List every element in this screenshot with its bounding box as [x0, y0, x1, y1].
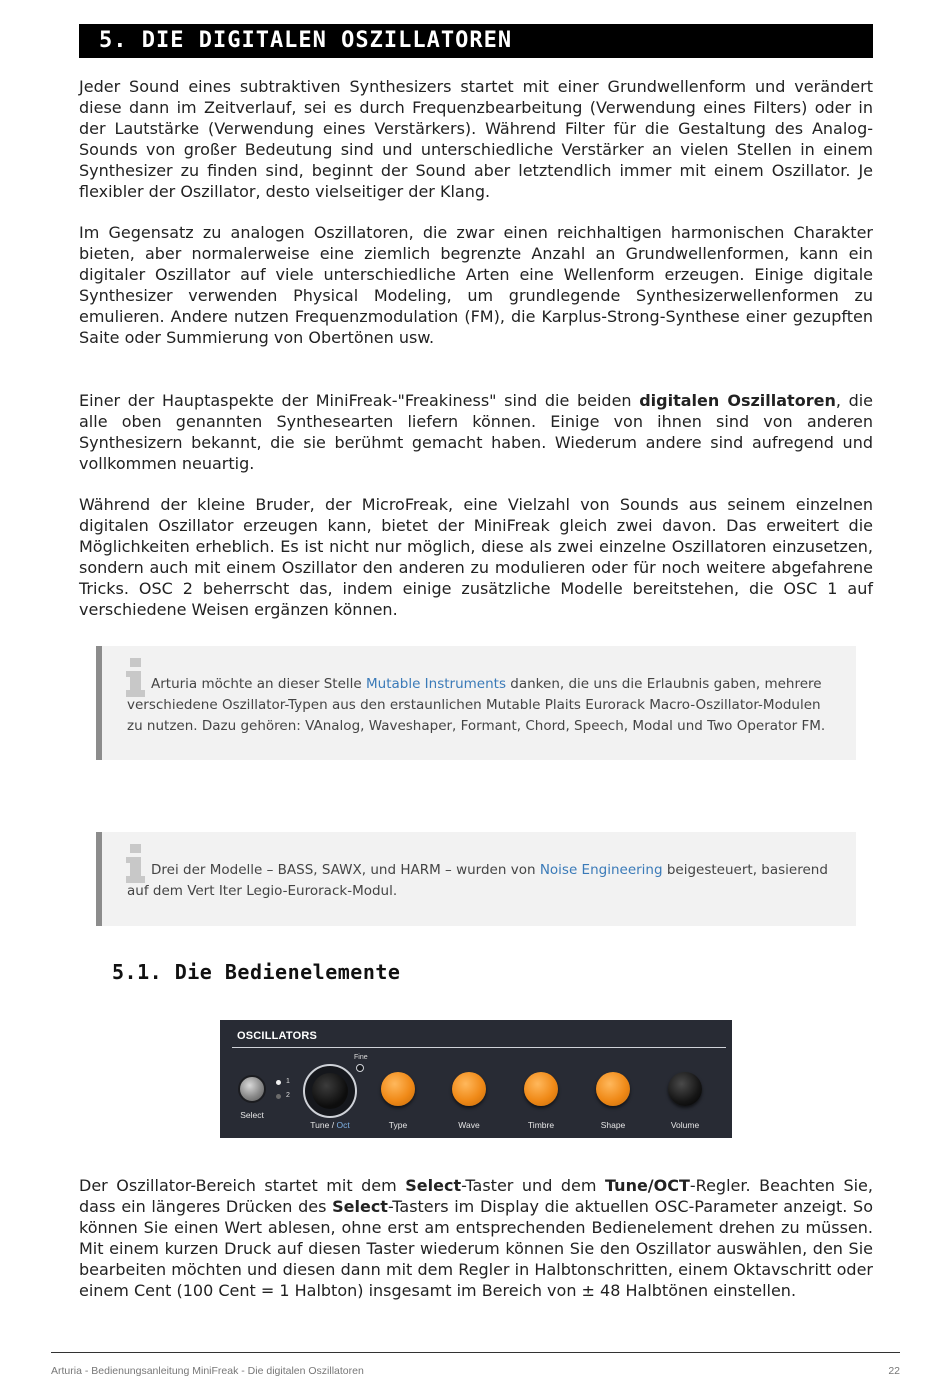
digital-oscillators-bold: digitalen Oszillatoren: [639, 391, 836, 410]
shape-label: Shape: [600, 1120, 626, 1130]
freakiness-text-a: Einer der Hauptaspekte der MiniFreak-"Freakiness" sind die beiden: [79, 391, 640, 410]
note1-text-a: Arturia möchte an dieser Stelle: [151, 676, 366, 692]
oct-text: Oct: [336, 1120, 350, 1130]
noise-engineering-link[interactable]: Noise Engineering: [539, 862, 663, 878]
page-number: 22: [888, 1365, 900, 1377]
info-note-mutable: [96, 646, 856, 760]
microfreak-paragraph: Während der kleine Bruder, der MicroFreak, eine Vielzahl von Sounds aus seinem einzelnen digitalen Oszillator erzeugen kann, bietet der MiniFreak gleich zwei davon. Das erweitert die Möglichkeiten erheblich. Es ist nicht nur möglich, diese als zwei einzelne Oszillatoren einzusetzen, sondern auch mit einem Oszillator den anderen zu modulieren oder für noch weitere abgefahrene Tricks. OSC 2 beherrscht das, indem einige zusätzliche Modelle bereitstehen, die OSC 1 auf verschiedene Weisen ergänzen können.: [79, 495, 873, 619]
select-bold-b: Select: [332, 1197, 388, 1216]
select-bold-a: Select: [405, 1176, 462, 1195]
controls-text-d: -Tasters im Display die aktuellen OSC-Parameter anzeigt. So können Sie einen Wert ablesen, ohne erst am entsprechenden Bedienelement drehen zu müssen. Mit einem kurzen Druck auf diesen Taster wiederum können Sie den Oszillator auswählen, den Sie bearbeiten möchten und diesen dann mit dem Regler in Halbtonschritten, einem Oktavschritt oder einem Cent (100 Cent = 1 Halbton) insgesamt im Bereich von ± 48 Halbtönen einstellen.: [79, 1197, 873, 1300]
timbre-knob: [524, 1072, 558, 1106]
fine-led-icon: [356, 1064, 364, 1072]
timbre-label: Timbre: [527, 1120, 555, 1130]
fine-label: Fine: [354, 1054, 368, 1061]
controls-text-c: -Regler. Beachten Sie, dass ein längeres Drücken des: [79, 1176, 873, 1216]
oscillators-panel-image: [220, 1020, 732, 1138]
footer-divider: [51, 1352, 900, 1353]
note1-text-b: danken, die uns die Erlaubnis gaben, mehrere verschiedene Oszillator-Typen aus den erstaunlichen Mutable Plaits Eurorack Macro-Oszillator-Modulen zu nutzen. Dazu gehören: VAnalog, Waveshaper, Formant, Chord, Speech, Modal und Two Operator FM.: [127, 676, 826, 734]
led-osc2-icon: [276, 1094, 281, 1099]
intro-paragraph: Jeder Sound eines subtraktiven Synthesizers startet mit einer Grundwellenform und verändert diese dann im Zeitverlauf, sei es durch Frequenzbearbeitung (Verwendung eines Filters) oder in der Lautstärke (Verwendung eines Verstärkers). Während Filter für die Gestaltung des Analog-Sounds von großer Bedeutung sind und unterschiedliche Verstärker an vielen Stellen in einem Synthesizer zu finden sind, beginnt der Sound aber letztendlich immer mit einem Oszillator. Je flexibler der Oszillator, desto vielseitiger der Klang.: [79, 77, 873, 201]
controls-text-b: -Taster und dem: [461, 1176, 606, 1195]
analog-vs-digital-paragraph: Im Gegensatz zu analogen Oszillatoren, die zwar einen reichhaltigen harmonischen Charakter bieten, aber normalerweise eine ziemlich begrenzte Anzahl an Grundwellenformen, kann ein digitaler Oszillator auf viele unterschiedliche Arten eine Wellenform erzeugen. Einige digitale Synthesizer verwenden Physical Modeling, um grundlegende Synthesizerwellenformen zu emulieren. Andere nutzen Frequenzmodulation (FM), die Karplus-Strong-Synthese einer gezupften Saite oder Summierung von Obertönen usw.: [79, 223, 873, 347]
note2-text-a: Drei der Modelle – BASS, SAWX, und HARM – wurden von: [151, 862, 540, 878]
freakiness-text-b: , die alle oben genannten Synthesearten liefern können. Einige von ihnen sind von anderen Synthesizern bekannt, die sie berühmt gemacht haben. Wiederum andere sind aufregend und vollkommen neuartig.: [79, 391, 874, 473]
controls-text-a: Der Oszillator-Bereich startet mit dem: [79, 1176, 406, 1195]
chapter-title: 5. DIE DIGITALEN OSZILLATOREN: [79, 24, 873, 58]
panel-divider: [232, 1047, 726, 1048]
section-title: 5.1. Die Bedienelemente: [112, 960, 401, 984]
tune-text: Tune /: [310, 1120, 335, 1130]
wave-knob: [452, 1072, 486, 1106]
footer-title: Arturia - Bedienungsanleitung MiniFreak - Die digitalen Oszillatoren: [51, 1365, 364, 1377]
wave-label: Wave: [458, 1120, 480, 1130]
tune-knob: [303, 1064, 357, 1118]
freakiness-paragraph: [79, 390, 873, 474]
type-knob: [381, 1072, 415, 1106]
note2-text-b: beigesteuert, basierend auf dem Vert Iter Legio-Eurorack-Modul.: [127, 862, 828, 899]
info-note-noise-engineering-text: [127, 860, 838, 902]
controls-paragraph: [79, 1175, 873, 1301]
led-osc2-label: 2: [286, 1092, 290, 1099]
select-label: Select: [240, 1110, 264, 1120]
info-note-noise-engineering: [96, 832, 856, 926]
tune-label: [310, 1120, 349, 1130]
select-button: [238, 1075, 266, 1103]
tune-oct-bold: Tune/OCT: [605, 1176, 690, 1195]
panel-title: OSCILLATORS: [237, 1030, 318, 1042]
volume-knob: [668, 1072, 702, 1106]
led-osc1-icon: [276, 1080, 281, 1085]
volume-label: Volume: [670, 1120, 700, 1130]
shape-knob: [596, 1072, 630, 1106]
info-note-mutable-text: [127, 674, 838, 737]
type-label: Type: [388, 1120, 408, 1130]
mutable-instruments-link[interactable]: Mutable Instruments: [365, 676, 506, 692]
led-osc1-label: 1: [286, 1078, 290, 1085]
